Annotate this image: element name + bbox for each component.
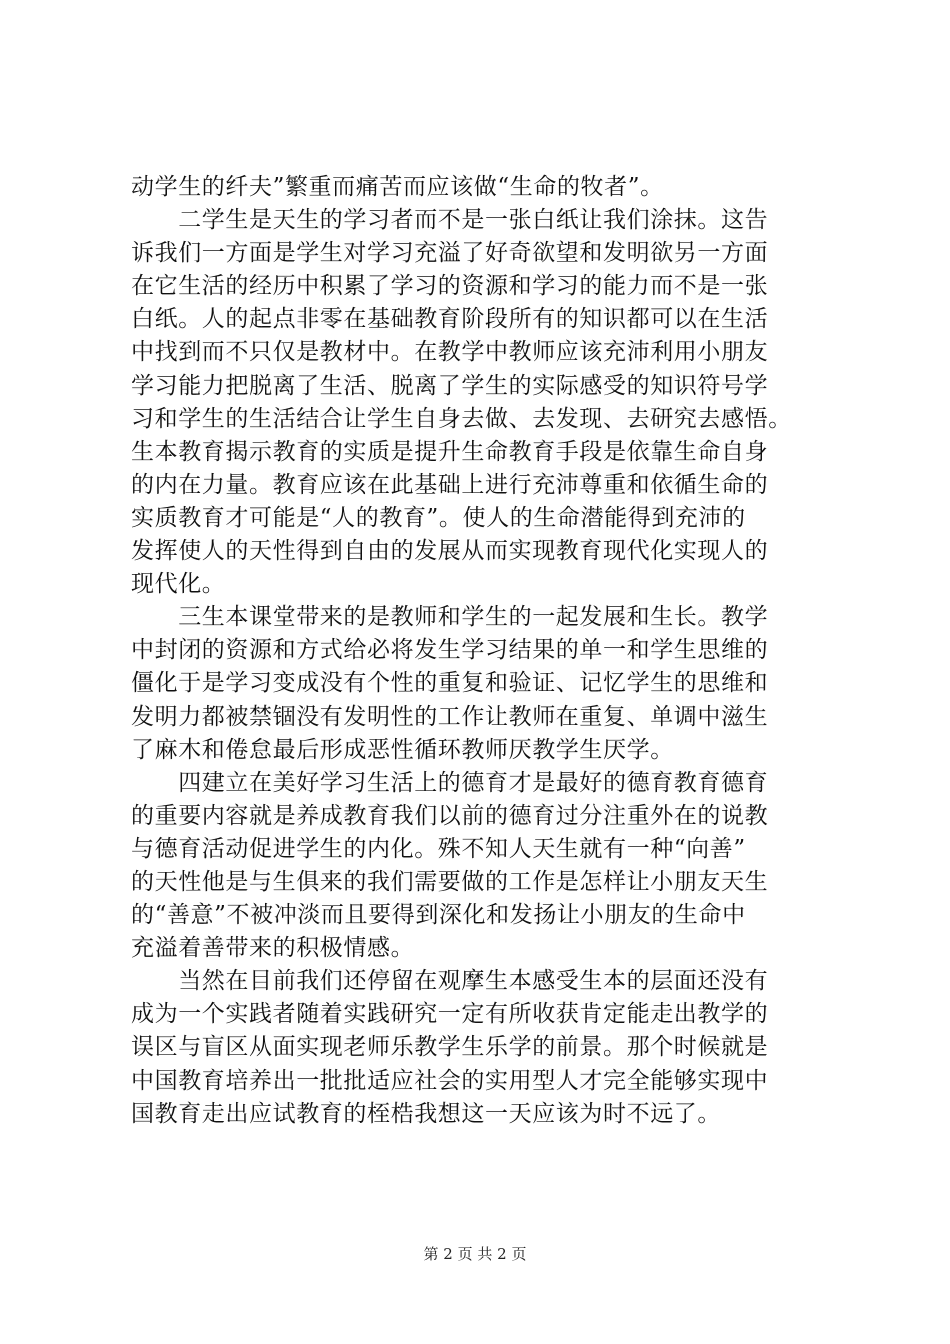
text-line: 实质教育才可能是“人的教育”。使人的生命潜能得到充沛的 (131, 504, 746, 531)
text-line: 中找到而不只仅是教材中。在教学中教师应该充沛利用小朋友 (131, 339, 769, 366)
text-line: 充溢着善带来的积极情感。 (131, 935, 415, 962)
text-line: 二学生是天生的学习者而不是一张白纸让我们涂抹。这告 (131, 207, 769, 234)
text-line: 动学生的纤夫”繁重而痛苦而应该做“生命的牧者”。 (131, 174, 664, 200)
text-line: 生本教育揭示教育的实质是提升生命教育手段是依靠生命自身 (131, 438, 769, 465)
text-line: 的内在力量。教育应该在此基础上进行充沛尊重和依循生命的 (131, 471, 769, 498)
text-line: 中国教育培养出一批批适应社会的实用型人才完全能够实现中 (131, 1067, 769, 1094)
text-line: 成为一个实践者随着实践研究一定有所收获肯定能走出教学的 (131, 1001, 769, 1028)
page-number: 第 2 页 共 2 页 (423, 1245, 527, 1263)
text-line: 的“善意”不被冲淡而且要得到深化和发扬让小朋友的生命中 (131, 902, 746, 929)
page-footer (0, 1244, 950, 1264)
text-line: 的天性他是与生俱来的我们需要做的工作是怎样让小朋友天生 (131, 868, 769, 895)
text-line: 的重要内容就是养成教育我们以前的德育过分注重外在的说教 (131, 802, 769, 829)
text-line: 现代化。 (131, 571, 226, 598)
text-line: 三生本课堂带来的是教师和学生的一起发展和生长。教学 (131, 604, 769, 631)
text-line: 与德育活动促进学生的内化。殊不知人天生就有一种“向善” (131, 835, 746, 862)
text-line: 学习能力把脱离了生活、脱离了学生的实际感受的知识符号学 (131, 372, 769, 399)
text-line: 误区与盲区从面实现老师乐教学生乐学的前景。那个时候就是 (131, 1034, 769, 1061)
text-line: 诉我们一方面是学生对学习充溢了好奇欲望和发明欲另一方面 (131, 240, 769, 267)
text-line: 在它生活的经历中积累了学习的资源和学习的能力而不是一张 (131, 273, 769, 300)
text-line: 发明力都被禁锢没有发明性的工作让教师在重复、单调中滋生 (131, 703, 769, 730)
document-body (131, 171, 831, 1131)
text-line: 习和学生的生活结合让学生自身去做、去发现、去研究去感悟。 (131, 405, 792, 432)
text-line: 中封闭的资源和方式给必将发生学习结果的单一和学生思维的 (131, 637, 769, 664)
text-line: 四建立在美好学习生活上的德育才是最好的德育教育德育 (131, 769, 769, 796)
text-line: 僵化于是学习变成没有个性的重复和验证、记忆学生的思维和 (131, 670, 769, 697)
text-line: 国教育走出应试教育的桎梏我想这一天应该为时不远了。 (131, 1100, 721, 1127)
text-line: 了麻木和倦怠最后形成恶性循环教师厌教学生厌学。 (131, 736, 674, 763)
text-line: 当然在目前我们还停留在观摩生本感受生本的层面还没有 (131, 968, 769, 995)
text-line: 白纸。人的起点非零在基础教育阶段所有的知识都可以在生活 (131, 306, 769, 333)
text-line: 发挥使人的天性得到自由的发展从而实现教育现代化实现人的 (131, 538, 769, 565)
